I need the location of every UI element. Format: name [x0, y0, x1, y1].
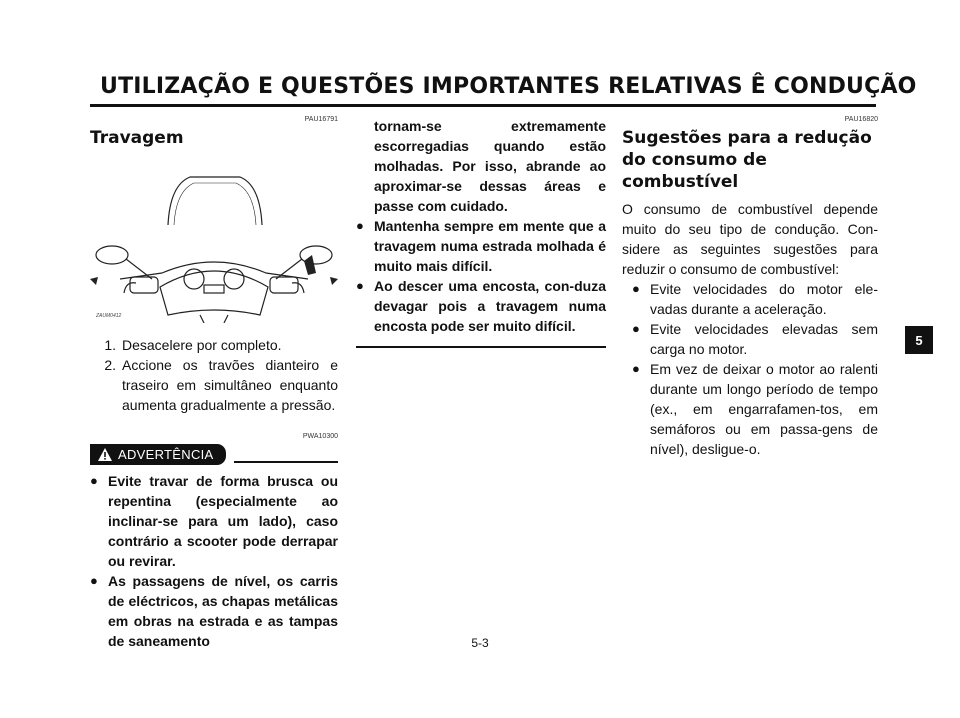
scooter-handlebar-illustration — [90, 155, 338, 323]
header-rule — [90, 104, 876, 107]
step-text: Accione os travões dianteiro e traseiro em simultâneo enquanto aumenta gradualmente a pressão. — [122, 357, 338, 413]
warning-badge — [90, 444, 226, 465]
list-item — [632, 319, 878, 359]
handlebar-drawing — [90, 155, 338, 323]
step-number: 1. — [104, 337, 116, 353]
warning-list — [90, 471, 338, 651]
warning-end-rule — [356, 346, 606, 348]
step-number: 2. — [104, 357, 116, 373]
fuel-tips — [622, 279, 878, 459]
step-text: Desacelere por completo. — [122, 337, 282, 353]
warning-text: As passagens de nível, os carris de eléctricos, as chapas metálicas em obras na estrada e as tampas de saneamento — [108, 573, 338, 649]
warning-continuation: tornam-se extremamente escorregadias quando estão molhadas. Por isso, abrande ao aproximar-se dessas áreas e passe com cuidado. — [374, 118, 606, 214]
column-fuel-saving — [622, 116, 878, 459]
warning-text: Ao descer uma encosta, con-duza devagar pois a travagem numa encosta pode ser muito difícil. — [374, 278, 606, 334]
tip-text: Evite velocidades do motor ele-vadas durante a aceleração. — [650, 281, 878, 317]
column-warnings-continued — [356, 116, 606, 348]
warning-list-continued — [356, 216, 606, 336]
warning-rule — [234, 461, 338, 463]
list-item — [632, 359, 878, 459]
list-item — [356, 216, 606, 276]
bullet-icon: ● — [90, 473, 98, 488]
warning-header — [90, 444, 338, 465]
warning-text: Mantenha sempre em mente que a travagem numa estrada molhada é muito mais difícil. — [374, 218, 606, 274]
figure-code: ZAUM0412 — [96, 313, 122, 319]
list-item — [90, 355, 338, 415]
page-header: UTILIZAÇÃO E QUESTÕES IMPORTANTES RELATIVAS Ê CONDUÇÃO — [100, 74, 917, 99]
warning-text: Evite travar de forma brusca ou repentina (especialmente ao inclinar-se para um lado), caso contrário a scooter pode derrapar ou revirar. — [108, 473, 338, 569]
bullet-icon: ● — [356, 218, 364, 233]
page-number: 5-3 — [471, 636, 489, 650]
column-braking — [90, 116, 338, 651]
bullet-icon: ● — [90, 573, 98, 588]
warning-code: PWA10300 — [302, 433, 338, 440]
tip-text: Evite velocidades elevadas sem carga no motor. — [650, 321, 878, 357]
section-code: PAU16791 — [304, 116, 338, 123]
bullet-icon: ● — [632, 321, 640, 336]
bullet-icon: ● — [632, 281, 640, 296]
section-code: PAU16820 — [844, 116, 878, 123]
section-title-braking: Travagem — [90, 128, 184, 148]
bullet-icon: ● — [632, 361, 640, 376]
warning-triangle-icon — [98, 448, 112, 461]
chapter-tab: 5 — [905, 326, 933, 354]
section-title-fuel: Sugestões para a redução do consumo de combustível — [622, 128, 872, 192]
tip-text: Em vez de deixar o motor ao ralenti durante um longo período de tempo (ex., em engarrafamen-tos, em semáforos ou em passa-gens de nível), desligue-o. — [650, 361, 878, 457]
list-item — [90, 471, 338, 571]
braking-steps — [90, 335, 338, 415]
warning-label: ADVERTÊNCIA — [118, 447, 214, 462]
list-item — [90, 335, 338, 355]
list-item — [632, 279, 878, 319]
fuel-intro: O consumo de combustível depende muito do seu tipo de condução. Con-sidere as seguintes sugestões para reduzir o consumo de combustível: — [622, 201, 878, 277]
list-item — [356, 276, 606, 336]
bullet-icon: ● — [356, 278, 364, 293]
